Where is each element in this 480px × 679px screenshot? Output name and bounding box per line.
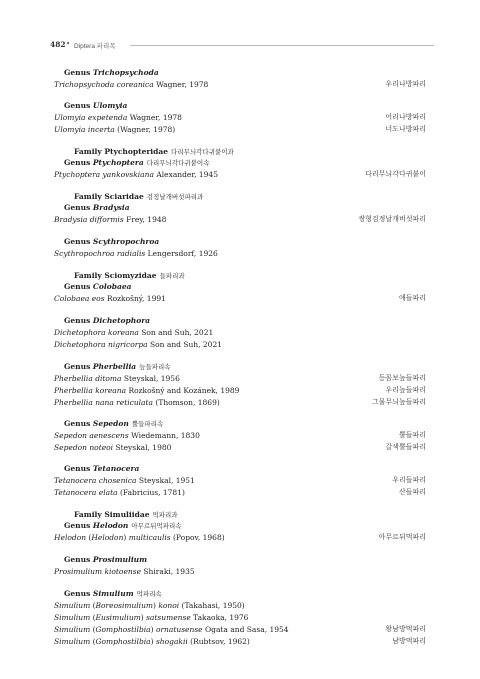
species-entry: Simulium (Boreosimulium) konoi (Takahasi, 1950) [54, 601, 245, 610]
species-entry: Tetanocera chosenica Steyskal, 1951 우리들파리 [54, 476, 426, 485]
korean-name: 등꼼보늪들파리 [378, 374, 426, 382]
korean-name: 왕남방먹파리 [385, 625, 426, 633]
genus-heading: Genus Bradysia [64, 203, 130, 212]
species-entry: Ptychoptera yankovskiana Alexander, 1945 다리무늬각다귀붙이 [54, 170, 426, 179]
species-entry: Dichetophora koreana Son and Suh, 2021 [54, 328, 214, 337]
genus-heading: Genus Simulium 먹파리속 [64, 589, 162, 598]
korean-name: 산들파리 [398, 488, 426, 496]
korean-name: 우리들파리 [392, 476, 426, 484]
header-separator: • [66, 40, 71, 48]
genus-heading: Genus Colobaea [64, 282, 132, 291]
genus-heading: Genus Tetanocera [64, 464, 140, 473]
species-entry: Scythropochroa radialis Lengersdorf, 1926 [54, 249, 218, 258]
korean-name: 그물무늬늪들파리 [371, 398, 426, 406]
species-entry: Simulium (Eusimulium) satsumense Takaoka, 1976 [54, 613, 249, 622]
species-entry: Tetanocera elata (Fabricius, 1781) 산들파리 [54, 488, 426, 497]
species-entry: Pherbellia nana reticulata (Thomson, 1869) 그물무늬늪들파리 [54, 398, 426, 407]
species-entry: Simulium (Gomphostilbia) shogakii (Rubtsov, 1962) 남방먹파리 [54, 637, 426, 646]
running-title: Diptera 파리목 [74, 42, 116, 50]
species-entry: Pherbellia ditoma Steyskal, 1956 등꼼보늪들파리 [54, 374, 426, 383]
korean-name: 어리나방파리 [385, 113, 426, 121]
family-heading: Family Ptychopteridae 다리무늬각다귀붙이과 [74, 147, 234, 156]
species-entry: Trichopsychoda coreanica Wagner, 1978 우리나방파리 [54, 80, 426, 89]
korean-name: 너도나방파리 [385, 125, 426, 133]
korean-name: 쌍형검정날개버섯파리 [358, 215, 426, 223]
species-entry: Simulium (Gomphostilbia) ornatusense Ogata and Sasa, 1954 왕남방먹파리 [54, 625, 426, 634]
korean-name: 남방먹파리 [392, 637, 426, 645]
page-header [50, 40, 434, 52]
header-rule [130, 45, 434, 46]
genus-heading: Genus Pherbellia 늪들파리속 [64, 362, 171, 371]
korean-name: 애들파리 [398, 294, 426, 302]
species-entry: Helodon (Helodon) multicaulis (Popov, 1968) 아무르뒤먹파리 [54, 533, 426, 542]
family-heading: Family Sciaridae 검정날개버섯파리과 [74, 192, 204, 201]
species-entry: Sepedon noteoi Steyskal, 1980 갈색뿔들파리 [54, 443, 426, 452]
korean-name: 우리늪들파리 [385, 386, 426, 394]
korean-name: 아무르뒤먹파리 [378, 533, 426, 541]
genus-heading: Genus Prosimulium [64, 555, 148, 564]
species-entry: Sepedon aenescens Wiedemann, 1830 뿔들파리 [54, 431, 426, 440]
family-heading: Family Sciomyzidae 들파리과 [74, 271, 185, 280]
page-number: 482 [50, 40, 66, 49]
species-entry: Prosimulium kiotoense Shiraki, 1935 [54, 567, 195, 576]
korean-name: 다리무늬각다귀붙이 [365, 170, 426, 178]
species-entry: Bradysia difformis Frey, 1948 쌍형검정날개버섯파리 [54, 215, 426, 224]
genus-heading: Genus Dichetophora [64, 316, 151, 325]
species-entry: Ulomyia incerta (Wagner, 1978) 너도나방파리 [54, 125, 426, 134]
korean-name: 우리나방파리 [385, 80, 426, 88]
korean-name: 갈색뿔들파리 [385, 443, 426, 451]
species-entry: Dichetophora nigricorpa Son and Suh, 2021 [54, 340, 222, 349]
genus-heading: Genus Scythropochroa [64, 237, 160, 246]
genus-heading: Genus Sepedon 뿔들파리속 [64, 419, 164, 428]
genus-heading: Genus Helodon 아무르뒤먹파리속 [64, 521, 182, 530]
species-entry: Pherbellia koreana Rozkošný and Kozánek, 1989 우리늪들파리 [54, 386, 426, 395]
korean-name: 뿔들파리 [398, 431, 426, 439]
species-entry: Colobaea eos Rozkošný, 1991 애들파리 [54, 294, 426, 303]
family-heading: Family Simuliidae 먹파리과 [74, 510, 178, 519]
species-entry: Ulomyia expetenda Wagner, 1978 어리나방파리 [54, 113, 426, 122]
genus-heading: Genus Ptychoptera 다리무늬각다귀붙이속 [64, 158, 210, 167]
genus-heading: Genus Ulomyia [64, 101, 128, 110]
genus-heading: Genus Trichopsychoda [64, 68, 159, 77]
